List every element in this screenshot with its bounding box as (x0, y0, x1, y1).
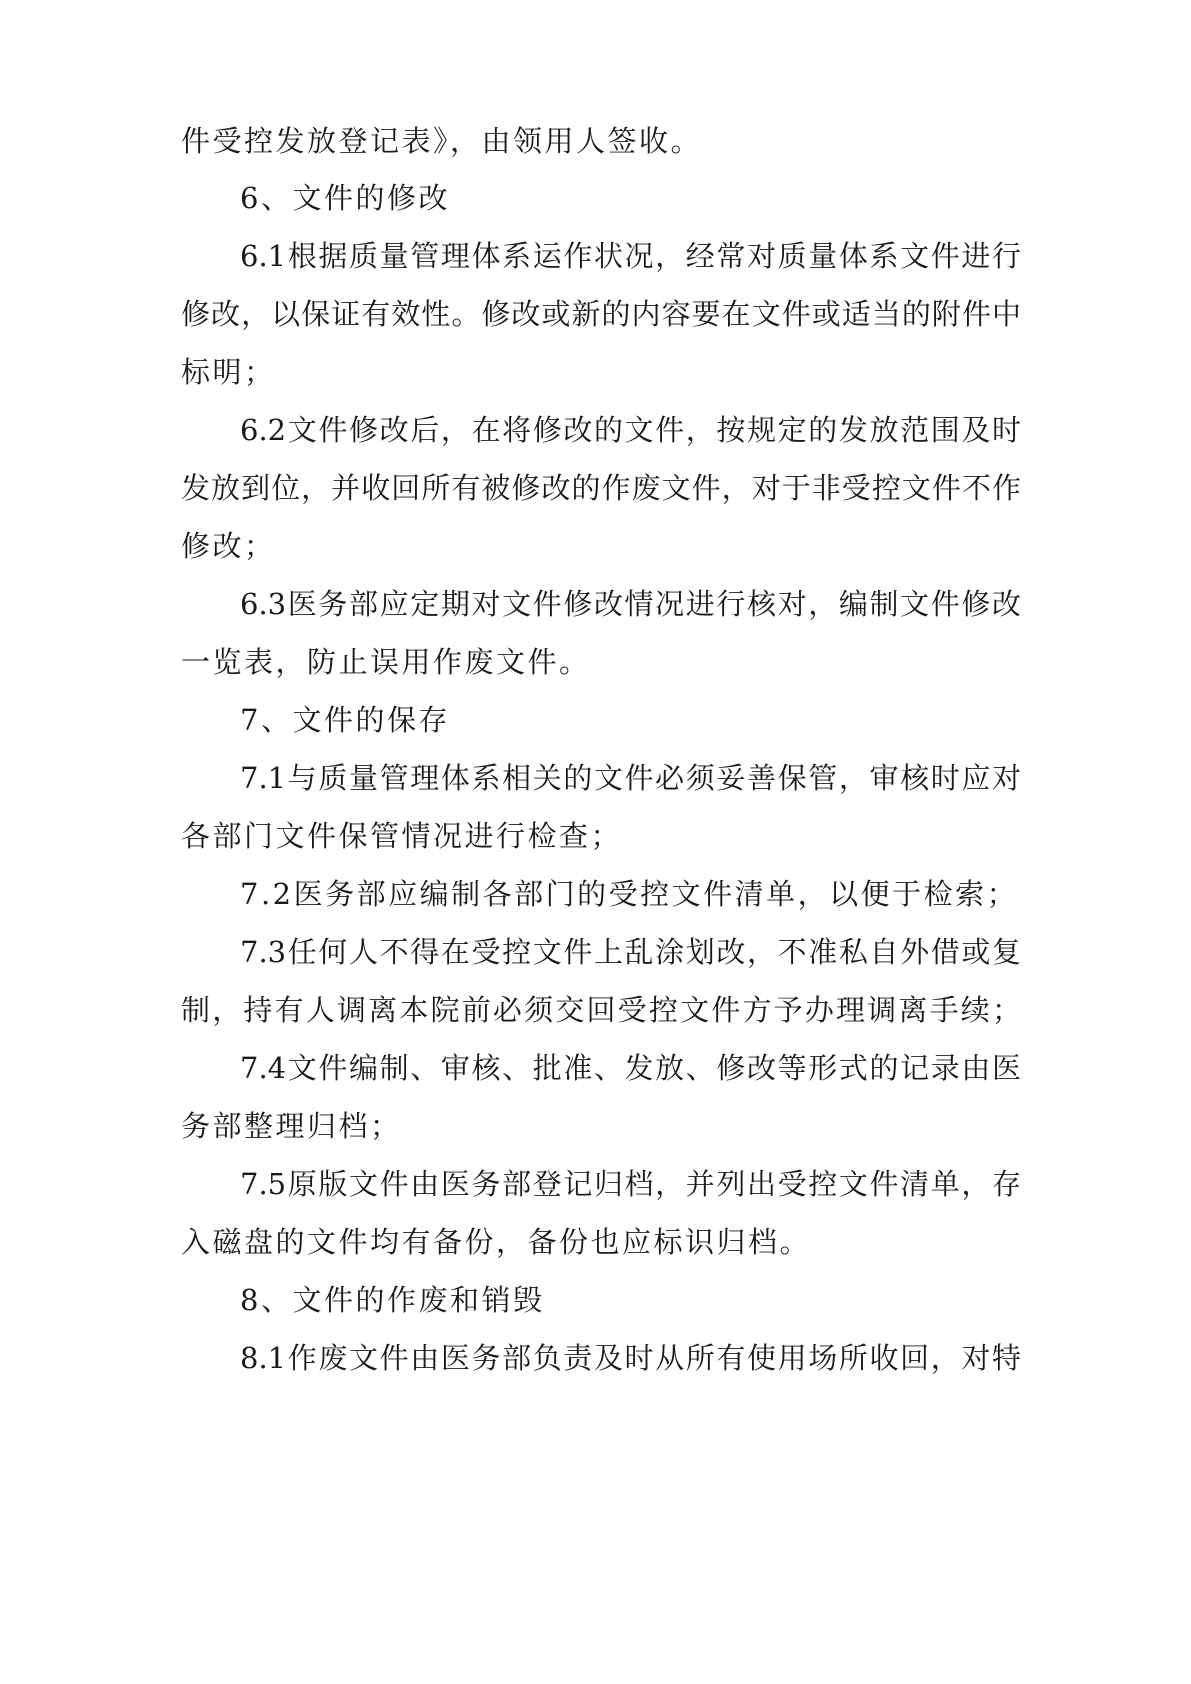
text-line: 7.4文件编制、审核、批准、发放、修改等形式的记录由医 (240, 1051, 1021, 1085)
text-line: 发放到位，并收回所有被修改的作废文件，对于非受控文件不作 (181, 471, 1021, 505)
text-line: 7.1与质量管理体系相关的文件必须妥善保管，审核时应对 (240, 761, 1021, 795)
text-line: 各部门文件保管情况进行检查； (181, 819, 623, 853)
section-heading: 6、文件的修改 (240, 181, 450, 215)
text-line: 一览表，防止误用作废文件。 (181, 645, 591, 679)
text-line: 入磁盘的文件均有备份，备份也应标识归档。 (181, 1225, 812, 1259)
text-line: 件受控发放登记表》，由领用人签收。 (181, 124, 703, 158)
text-line: 制，持有人调离本院前必须交回受控文件方予办理调离手续； (181, 993, 1021, 1027)
section-heading: 7、文件的保存 (240, 703, 450, 737)
text-line: 7.2医务部应编制各部门的受控文件清单，以便于检索； (240, 877, 1019, 911)
text-line: 7.5原版文件由医务部登记归档，并列出受控文件清单，存 (240, 1167, 1021, 1201)
text-line: 6.1根据质量管理体系运作状况，经常对质量体系文件进行 (240, 239, 1021, 273)
text-line: 修改，以保证有效性。修改或新的内容要在文件或适当的附件中 (181, 297, 1021, 331)
text-line: 6.3医务部应定期对文件修改情况进行核对，编制文件修改 (240, 587, 1021, 621)
text-line: 务部整理归档； (181, 1109, 402, 1143)
text-line: 修改； (181, 529, 276, 563)
section-heading: 8、文件的作废和销毁 (240, 1283, 545, 1317)
text-line: 6.2文件修改后，在将修改的文件，按规定的发放范围及时 (240, 413, 1021, 447)
text-line: 标明； (181, 355, 276, 389)
text-line: 8.1作废文件由医务部负责及时从所有使用场所收回，对特 (240, 1341, 1021, 1375)
text-line: 7.3任何人不得在受控文件上乱涂划改，不准私自外借或复 (240, 935, 1021, 969)
